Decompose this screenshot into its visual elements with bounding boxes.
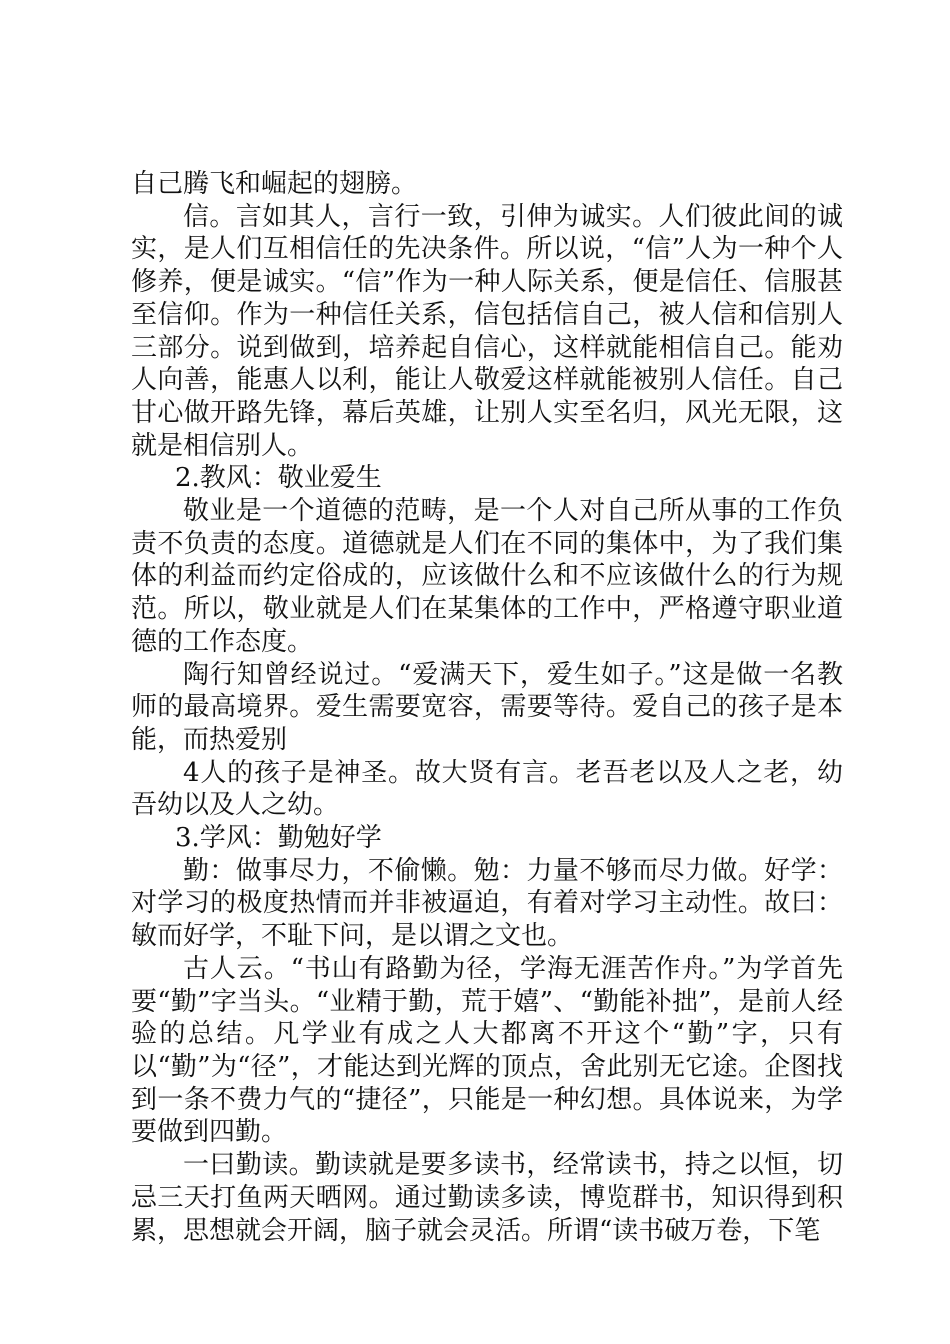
paragraph-tao-xingzhi: 陶行知曾经说过。“爱满天下，爱生如子。”这是做一名教师的最高境界。爱生需要宽容，需要等待。爱自己的孩子是本能，而热爱别: [131, 659, 843, 755]
paragraph-ancient-saying: 古人云。“书山有路勤为径，学海无涯苦作舟。”为学首先要“勤”字当头。“业精于勤，荒于嬉”、“勤能补拙”，是前人经验的总结。凡学业有成之人大都离不开这个“勤”字，只有以“勤”为“径”，才能达到光辉的顶点，舍此别无它途。企图找到一条不费力气的“捷径”，只能是一种幻想。具体说来，为学要做到四勤。: [131, 953, 843, 1148]
paragraph-xin: 信。言如其人，言行一致，引伸为诚实。人们彼此间的诚实，是人们互相信任的先决条件。所以说，“信”人为一种个人修养，便是诚实。“信”作为一种人际关系，便是信任、信服甚至信仰。作为一种信任关系，信包括信自己，被人信和信别人三部分。说到做到，培养起自信心，这样就能相信自己。能劝人向善，能惠人以利，能让人敬爱这样就能被别人信任。自己甘心做开路先锋，幕后英雄，让别人实至名归，风光无限，这就是相信别人。: [131, 201, 843, 461]
paragraph-dedication: 敬业是一个道德的范畴，是一个人对自己所从事的工作负责不负责的态度。道德就是人们在不同的集体中，为了我们集体的利益而约定俗成的，应该做什么和不应该做什么的行为规范。所以，敬业就是人们在某集体的工作中，严格遵守职业道德的工作态度。: [131, 496, 843, 657]
paragraph-others-children: 4人的孩子是神圣。故大贤有言。老吾老以及人之老，幼吾幼以及人之幼。: [131, 757, 843, 821]
section-heading-teaching-style: 2.教风：敬业爱生: [175, 463, 382, 494]
paragraph-wings: 自己腾飞和崛起的翅膀。: [131, 169, 418, 199]
paragraph-diligence-definition: 勤：做事尽力，不偷懒。勉：力量不够而尽力做。好学：对学习的极度热情而并非被逼迫，有着对学习主动性。故曰：敏而好学，不耻下问，是以谓之文也。: [131, 855, 843, 952]
section-heading-study-style: 3.学风：勤勉好学: [175, 823, 382, 854]
paragraph-diligent-reading: 一曰勤读。勤读就是要多读书，经常读书，持之以恒，切忌三天打鱼两天晒网。通过勤读多读，博览群书，知识得到积累，思想就会开阔，脑子就会灵活。所谓“读书破万卷，下笔: [131, 1150, 843, 1246]
document-page: [131, 168, 843, 1247]
